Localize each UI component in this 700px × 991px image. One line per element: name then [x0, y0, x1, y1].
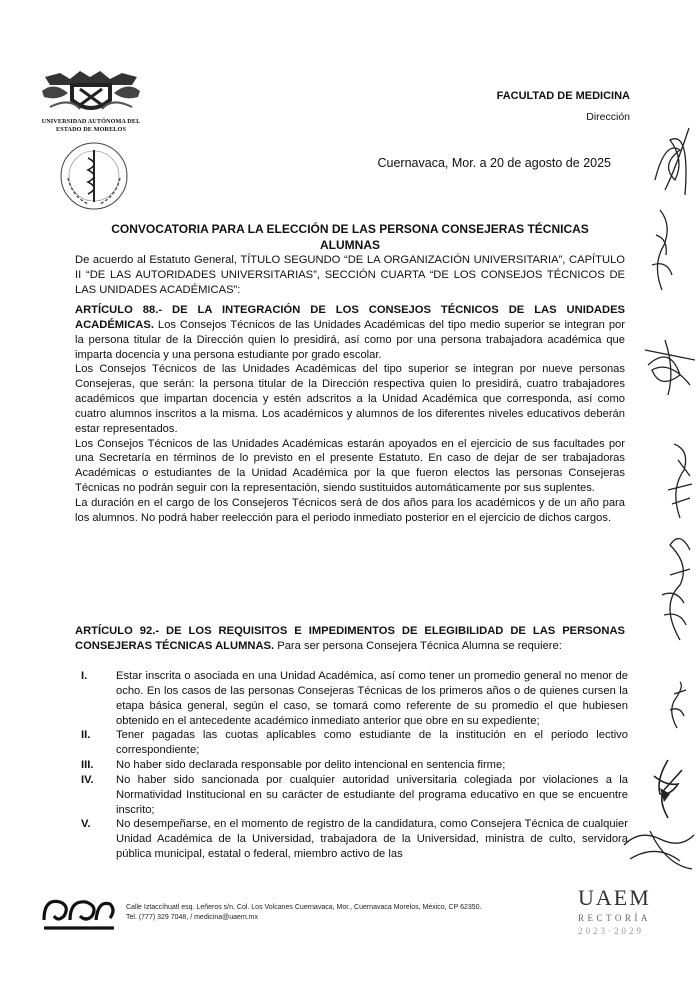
article-92	[75, 624, 625, 654]
university-name: UNIVERSIDAD AUTÓNOMA DEL ESTADO DE MORELOS	[41, 118, 141, 133]
article-92-heading: ARTÍCULO 92.- DE LOS REQUISITOS E IMPEDIMENTOS DE ELEGIBILIDAD DE LAS PERSONAS CONSEJERAS TÉCNICAS ALUMNAS.	[75, 625, 625, 652]
office-name: Dirección	[586, 111, 630, 123]
medicine-seal-icon	[58, 140, 130, 212]
signature-1	[645, 120, 695, 205]
footer-ornament-icon	[40, 892, 118, 936]
list-item: II. Tener pagadas las cuotas aplicables como estudiante de la institución en el periodo lectivo correspondiente;	[81, 729, 628, 757]
list-item: I. Estar inscrita o asociada en una Unidad Académica, así como tener un promedio general no menor de ocho. En los casos de las personas Consejeras Técnicas de los primeros años o de quienes cursen la etapa básica general, según el caso, se tomará como referente de su promedio el que hubiesen obtenido en el antecedente académico inmediato anterior que obre en su expediente;	[81, 670, 628, 727]
article-88-p4: La duración en el cargo de los Consejeros Técnicos será de dos años para los académicos y de un año para los alumnos. No podrá haber reelección para el periodo inmediato posterior en el ejercicio de dichos cargos.	[75, 496, 625, 524]
brand-logo: UAEM	[578, 885, 651, 910]
signature-2	[642, 205, 682, 295]
signature-7	[648, 750, 688, 820]
brand-sub: RECTORÍA	[578, 913, 651, 923]
signature-3	[640, 330, 698, 400]
page-title: CONVOCATORIA PARA LA ELECCIÓN DE LAS PERSONA CONSEJERAS TÉCNICAS ALUMNAS	[111, 222, 589, 252]
article-88-heading: ARTÍCULO 88.- DE LA INTEGRACIÓN DE LOS CONSEJOS TÉCNICOS DE LAS UNIDADES ACADÉMICAS.	[75, 304, 625, 331]
signature-6	[662, 680, 692, 730]
article-88-p1: Los Consejos Técnicos de las Unidades Académicas del tipo medio superior se integran por la persona titular de la Dirección quien lo presidirá, así como por una persona trabajadora académica que imparta docencia y una persona estudiante por grado escolar.	[75, 318, 625, 361]
intro-paragraph: De acuerdo al Estatuto General, TÍTULO SEGUNDO “DE LA ORGANIZACIÓN UNIVERSITARIA”, CAPÍTULO II “DE LAS AUTORIDADES UNIVERSITARIAS”, SECCIÓN CUARTA “DE LOS CONSEJOS TÉCNICOS DE LAS UNIDADES ACADÉMICAS”:	[75, 254, 625, 296]
list-item: III. No haber sido declarada responsable por delito intencional en sentencia firme;	[81, 759, 506, 772]
faculty-name: FACULTAD DE MEDICINA	[496, 90, 630, 102]
article-92-lead: Para ser persona Consejera Técnica Alumna se requiere:	[277, 639, 562, 652]
requirements-list	[75, 669, 628, 862]
list-item: V. No desempeñarse, en el momento de registro de la candidatura, como Consejera Técnica de cualquier Unidad Académica de la Universidad, trabajadora de la Universidad, ministra de culto, servidora pública municipal, estatal o federal, miembro activo de las	[81, 818, 628, 861]
signature-5	[650, 525, 698, 645]
article-88-p3: Los Consejos Técnicos de las Unidades Académicas estarán apoyados en el ejercicio de sus facultades por una Secretaría en términos de lo previsto en el presente Estatuto. En caso de dejar de ser trabajadoras Académicas o estudiantes de la Unidad Académica por la que fueron electos las personas Consejeras Técnicas no podrán seguir con la representación, siendo sustituidos automáticamente por sus suplentes.	[75, 437, 625, 495]
signature-8	[620, 825, 698, 875]
date-line: Cuernavaca, Mor. a 20 de agosto de 2025	[377, 156, 611, 170]
signature-4	[660, 440, 700, 520]
uaem-logo-icon	[40, 67, 142, 119]
article-88-p2: Los Consejos Técnicos de las Unidades Académicas del tipo superior se integran por nueve personas Consejeras, que serán: la persona titular de la Dirección respectiva quien lo presidirá, cuatro trabajadores académicos que impartan docencia y estén adscritos a la Unidad Académica que corresponda, así como cuatro alumnos inscritos a la misma. Los académicos y alumnos de los diferentes niveles educativos deberán estar representados.	[75, 363, 625, 435]
article-88	[75, 303, 625, 526]
list-item: IV. No haber sido sancionada por cualquier autoridad universitaria colegiada por violaciones a la Normatividad Institucional en su carácter de estudiante del programa educativo en que se encuentre inscrito;	[81, 773, 628, 816]
brand-years: 2023·2029	[578, 926, 644, 936]
footer-address: Calle Iztaccíhuatl esq. Leñeros s/n, Col. Los Volcanes Cuernavaca, Mor., Cuernavaca Morelos, México, CP 62350. Tel. (777) 329 7048, / medicina@uaem.mx	[126, 904, 482, 921]
